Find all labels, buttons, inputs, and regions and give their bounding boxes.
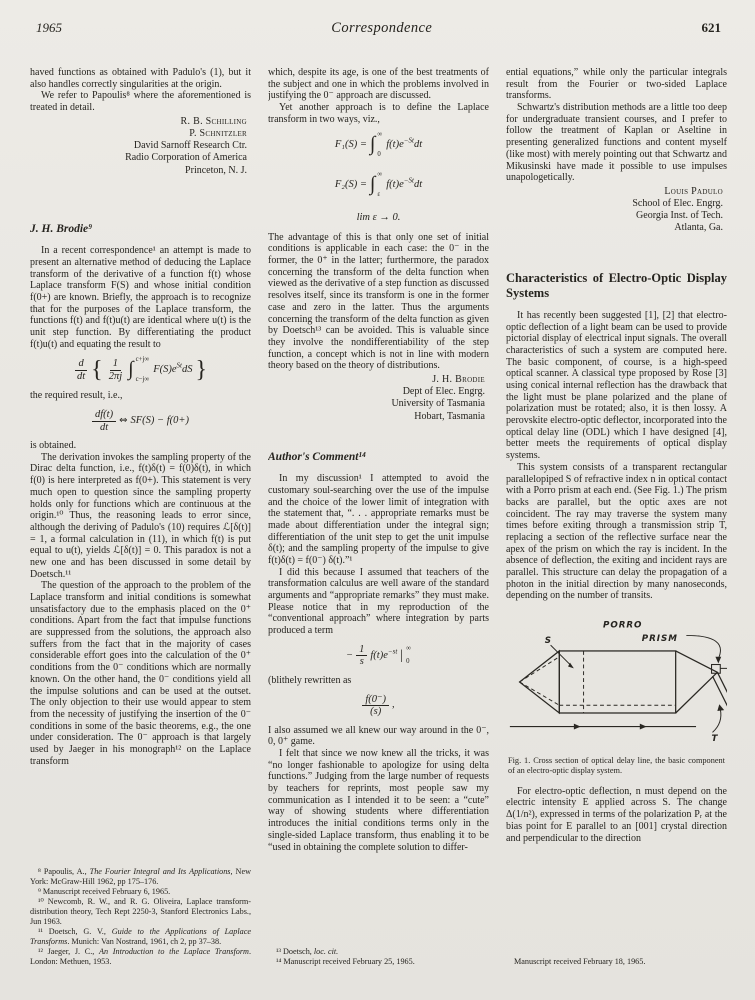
paragraph: In a recent correspondence¹ an attempt is made to present an alternative method of deducing the Laplace transform of the derivative of a function f(t) whose Laplace transform F(S) and whose initial condition f(0+) are known. Briefly, the approach is to recognize that for the purposes of the Laplace transform, the functions f(t) and f(t)u(t) are identical where u(t) is the unit step function. By differentiating the product f(t)u(t) and equating the result to — [30, 245, 251, 350]
paragraph: It has recently been suggested [1], [2] that electro-optic deflection of a light beam can be used to provide pictorial display of electrical input signals. The overall characteristics of such a system are computed here. The basic component, of course, is a high-speed optical scanner. A classical type proposed by Rose [3] using conical internal reflection has the drawback that the light must be plane polarized and the plane of polarization must be rotated; also, it is then lossy. A perovskite electro-optic deflector, incorporated into the optical delay line (ODL) which I have designed [4], better meets the requirements of optical display systems. — [506, 309, 727, 462]
equation-rewritten-term: $\frac{f(0^-)}{(s)}$ , — [268, 694, 489, 718]
section-heading-electro-optic: Characteristics of Electro-Optic Display Systems — [506, 270, 727, 301]
paragraph: is obtained. — [30, 440, 77, 452]
figure-label-prism: PRISM — [641, 634, 678, 645]
delay-line-drawing — [510, 635, 727, 732]
equation-f1: F₁(S) = ∫ ∞ 0 $f(t)e^{-St}dt$ — [334, 131, 423, 158]
footnote: ⁸ Papoulis, A., The Fourier Integral and Its Applications, New York: McGraw-Hill 1962, pp 175–176. — [30, 867, 251, 886]
left-brace: { — [91, 357, 103, 384]
signature-affiliation: Hobart, Tasmania — [414, 410, 485, 422]
paragraph: (blithely rewritten as — [268, 674, 352, 686]
equation-limit: lim ε → 0. — [356, 212, 401, 224]
paragraph: haved functions as obtained with Padulo's (1), but it also handles correctly singularities at the origin. — [30, 67, 251, 90]
signature-block-brodie — [268, 374, 485, 423]
signature-affiliation: University of Tasmania — [391, 398, 485, 410]
paragraph: I felt that since we now knew all the tricks, it was “no longer fashionable to apologize for using delta functions.” Judging from the large number of requests by teachers for reprints, most people saw my communication as I intended it to be seen: a “cute” way of showing students where differentiation introduces the initial conditions terms only in the single-sided Laplace transform, thus enabling it to be “used in obtaining the complete solution to differ- — [268, 748, 489, 853]
page-header — [30, 20, 727, 37]
signature-block-schilling — [30, 116, 247, 177]
three-column-layout — [30, 67, 727, 967]
signature-affiliation: Radio Corporation of America — [125, 152, 247, 164]
integral-sign: ∫ — [369, 173, 376, 196]
paragraph: The question of the approach to the problem of the Laplace transform and initial conditions is somewhat unsatisfactory due to the emphasis placed on the 0⁺ conditions. Apart from the fact that impulse functions are suppressed from the solutions, the approach also suffers from the fact that in the majority of cases considerable effort goes into the calculation of the 0⁺ conditions from the 0⁻ conditions which are normally known. On the other hand, the 0⁻ conditions yield all the impulse solutions and can be used at the outset. The only objection to their use would appear to stem from the necessity of justifying the insertion of the 0⁻ conditions in some of the basic theorems, e.g., the one under consideration. The 0⁻ approach is that largely used by Jaeger in his monograph¹² on the Laplace transform — [30, 580, 251, 767]
paragraph: Yet another approach is to define the Laplace transform in two ways, viz., — [268, 102, 489, 125]
signature-affiliation: Atlanta, Ga. — [674, 222, 723, 234]
column-1 — [30, 67, 251, 967]
footnote: ¹¹ Doetsch, G. V., Guide to the Applications of Laplace Transforms. Munich: Van Nostrand, 1961, ch 2, pp 37–38. — [30, 927, 251, 946]
footnotes-column-2 — [268, 947, 489, 967]
paragraph: the required result, i.e., — [30, 390, 123, 402]
footnotes-column-3 — [506, 957, 727, 967]
paragraph: ential equations,” while only the particular integrals result from the Fourier or two-sided Laplace transforms. — [506, 67, 727, 102]
paragraph: I did this because I assumed that teachers of the transformation calculus are well aware of the standard arguments and “appropriate remarks” they must make. Please notice that in my reproduction of the “conventional approach” where integration by parts produced a term — [268, 566, 489, 637]
paragraph: For electro-optic deflection, n must depend on the electric intensity E applied across S. The change Δ(1/n²), expressed in terms of the polarization Pᵣ at the bias point for E parallel to an [001] crystal direction and perpendicular to the direction — [506, 785, 727, 844]
footnote: ¹³ Doetsch, loc. cit. — [276, 947, 339, 956]
paragraph: The advantage of this is that only one set of initial conditions is applicable in each case: the 0⁻ in the former, the 0⁺ in the latter; furthermore, the paradox concerning the transform of the delta function when viewed as the derivative of a step function as discussed resolves itself, since its transform is one in the former case and zero in the latter. Thus the arguments concerning the transform of the delta function as given by Doetsch¹³ can be avoided. This is valuable since they involve the nondifferentiability of the step function, a concept which is not in line with modern theory based on the theory of distributions. — [268, 231, 489, 372]
figure-label-s: S — [544, 636, 553, 647]
signature-affiliation: Princeton, N. J. — [185, 164, 247, 176]
signature-name: P. Schnitzler — [189, 127, 247, 139]
paragraph: I also assumed we all knew our way around in the 0⁻, 0, 0⁺ game. — [268, 724, 489, 748]
footnote: ¹² Jaeger, J. C., An Introduction to the Laplace Transform. London: Methuen, 1953. — [30, 947, 251, 966]
figure-label-t: T — [711, 734, 719, 745]
figure-1 — [506, 612, 727, 777]
signature-affiliation: David Sarnoff Research Ctr. — [133, 140, 247, 152]
signature-affiliation: School of Elec. Engrg. — [632, 198, 723, 210]
header-page-number: 621 — [701, 20, 721, 35]
signature-name: J. H. Brodie — [432, 373, 485, 385]
figure-1-sketch — [506, 612, 727, 750]
evaluation-bar: | — [400, 647, 404, 663]
equation-transform-pair: $\frac{df(t)}{dt}$ ⇔ SF(S) − f(0+) — [30, 409, 251, 433]
paragraph: Schwartz's distribution methods are a little too deep for undergraduate transient courses, and I prefer to follow the treatment of Kaplan or Aseltine in presenting generalized functions and content myself (like most) with merely pointing out that Schwartz and Mikusinski have made it possible to use impulses unapologetically. — [506, 102, 727, 184]
footnote: ⁹ Manuscript received February 6, 1965. — [38, 887, 171, 896]
equation-inversion-integral: $\frac{d}{dt}$ { $\frac{1}{2\pi j}$ ∫ c+j∞ c−j∞ $F(S)e^{St}dS$ } — [76, 356, 208, 384]
footnote: ¹⁴ Manuscript received February 25, 1965. — [276, 957, 415, 966]
signature-block-padulo — [506, 186, 723, 235]
figure-label-porro: PORRO — [602, 620, 643, 631]
paragraph: The derivation invokes the sampling property of the Dirac delta function, i.e., f(t)δ(t) = f(0)δ(t), in which f(0) is here interpreted as f(0+). This statement is very much open to question since the sampling property holds only for functions which are continuous at the origin.¹⁰ Thus, the reasoning leads to error since, although the deriving of Padulo's (10) requires ℒ[δ(t)] = 1, a formal calculation in (11), in which f(t) is put equal to u(t), yields ℒ[δ(t)] = 0. This paradox is not a new one and has been discussed in some detail by Doetsch.¹¹ — [30, 451, 251, 580]
signature-affiliation: Georgia Inst. of Tech. — [636, 210, 723, 222]
figure-1-caption: Fig. 1. Cross section of optical delay line, the basic component of an electro-optic display system. — [508, 756, 725, 776]
header-year: 1965 — [36, 20, 62, 35]
paragraph: In my discussion¹ I attempted to avoid the customary soul-searching over the use of the impulse and the choice of the lower limit of integration with the statement that, “. . . appropriate remarks must be made about differentiation under the integral sign; differentiation of the unit step to get the unit impulse δ(t); and the sampling property of the impulse to give f(t)δ(t) = f(0⁻) δ(t).”¹ — [268, 473, 489, 566]
column-3 — [506, 67, 727, 967]
subsection-heading-authors-comment: Author's Comment¹⁴ — [268, 450, 366, 463]
paragraph: which, despite its age, is one of the best treatments of the subject and one in which the problems involved in justifying the 0⁻ approach are discussed. — [268, 67, 489, 102]
integral-sign: ∫ — [369, 133, 376, 156]
equation-f2: F₂(S) = ∫ ∞ ε $f(t)e^{-St}dt$ — [334, 171, 423, 198]
paragraph: This system consists of a transparent rectangular parallelopiped S of refractive index n in optical contact with a Porro prism at each end. (See Fig. 1.) The prism backs are parallel, but the optic axes are not coincident. The ray may traverse the system many times before exiting through a transmission strip T, replacing a section of the reflective surface near the apex of the prism on which the ray is incident. In the absence of deflection, the exiting and incident rays are parallel. This structure can delay the propagation of a photon in the initial direction by many nanoseconds, depending on the number of transits. — [506, 461, 727, 602]
subsection-heading-brodie: J. H. Brodie⁹ — [30, 222, 93, 235]
signature-name: R. B. Schilling — [180, 115, 247, 127]
integral-sign: ∫ — [128, 358, 134, 381]
double-arrow: ⇔ — [119, 415, 128, 427]
equation-by-parts-term: − $\frac{1}{s}$ $f(t)e^{-st}$ | ∞ 0 — [346, 643, 411, 668]
footnotes-column-1 — [30, 867, 251, 967]
signature-name: Louis Padulo — [664, 185, 723, 197]
header-running-title: Correspondence — [331, 20, 433, 36]
signature-affiliation: Dept of Elec. Engrg. — [402, 386, 485, 398]
paragraph: We refer to Papoulis⁸ where the aforementioned is treated in detail. — [30, 90, 251, 114]
footnote: Manuscript received February 18, 1965. — [514, 957, 646, 966]
footnote: ¹⁰ Newcomb, R. W., and R. G. Oliveira, Laplace transform-distribution theory, Tech Rept 2250-3, Stanford Electronics Labs., Jun 1963. — [30, 897, 251, 926]
column-2 — [268, 67, 489, 967]
right-brace: } — [195, 357, 208, 384]
